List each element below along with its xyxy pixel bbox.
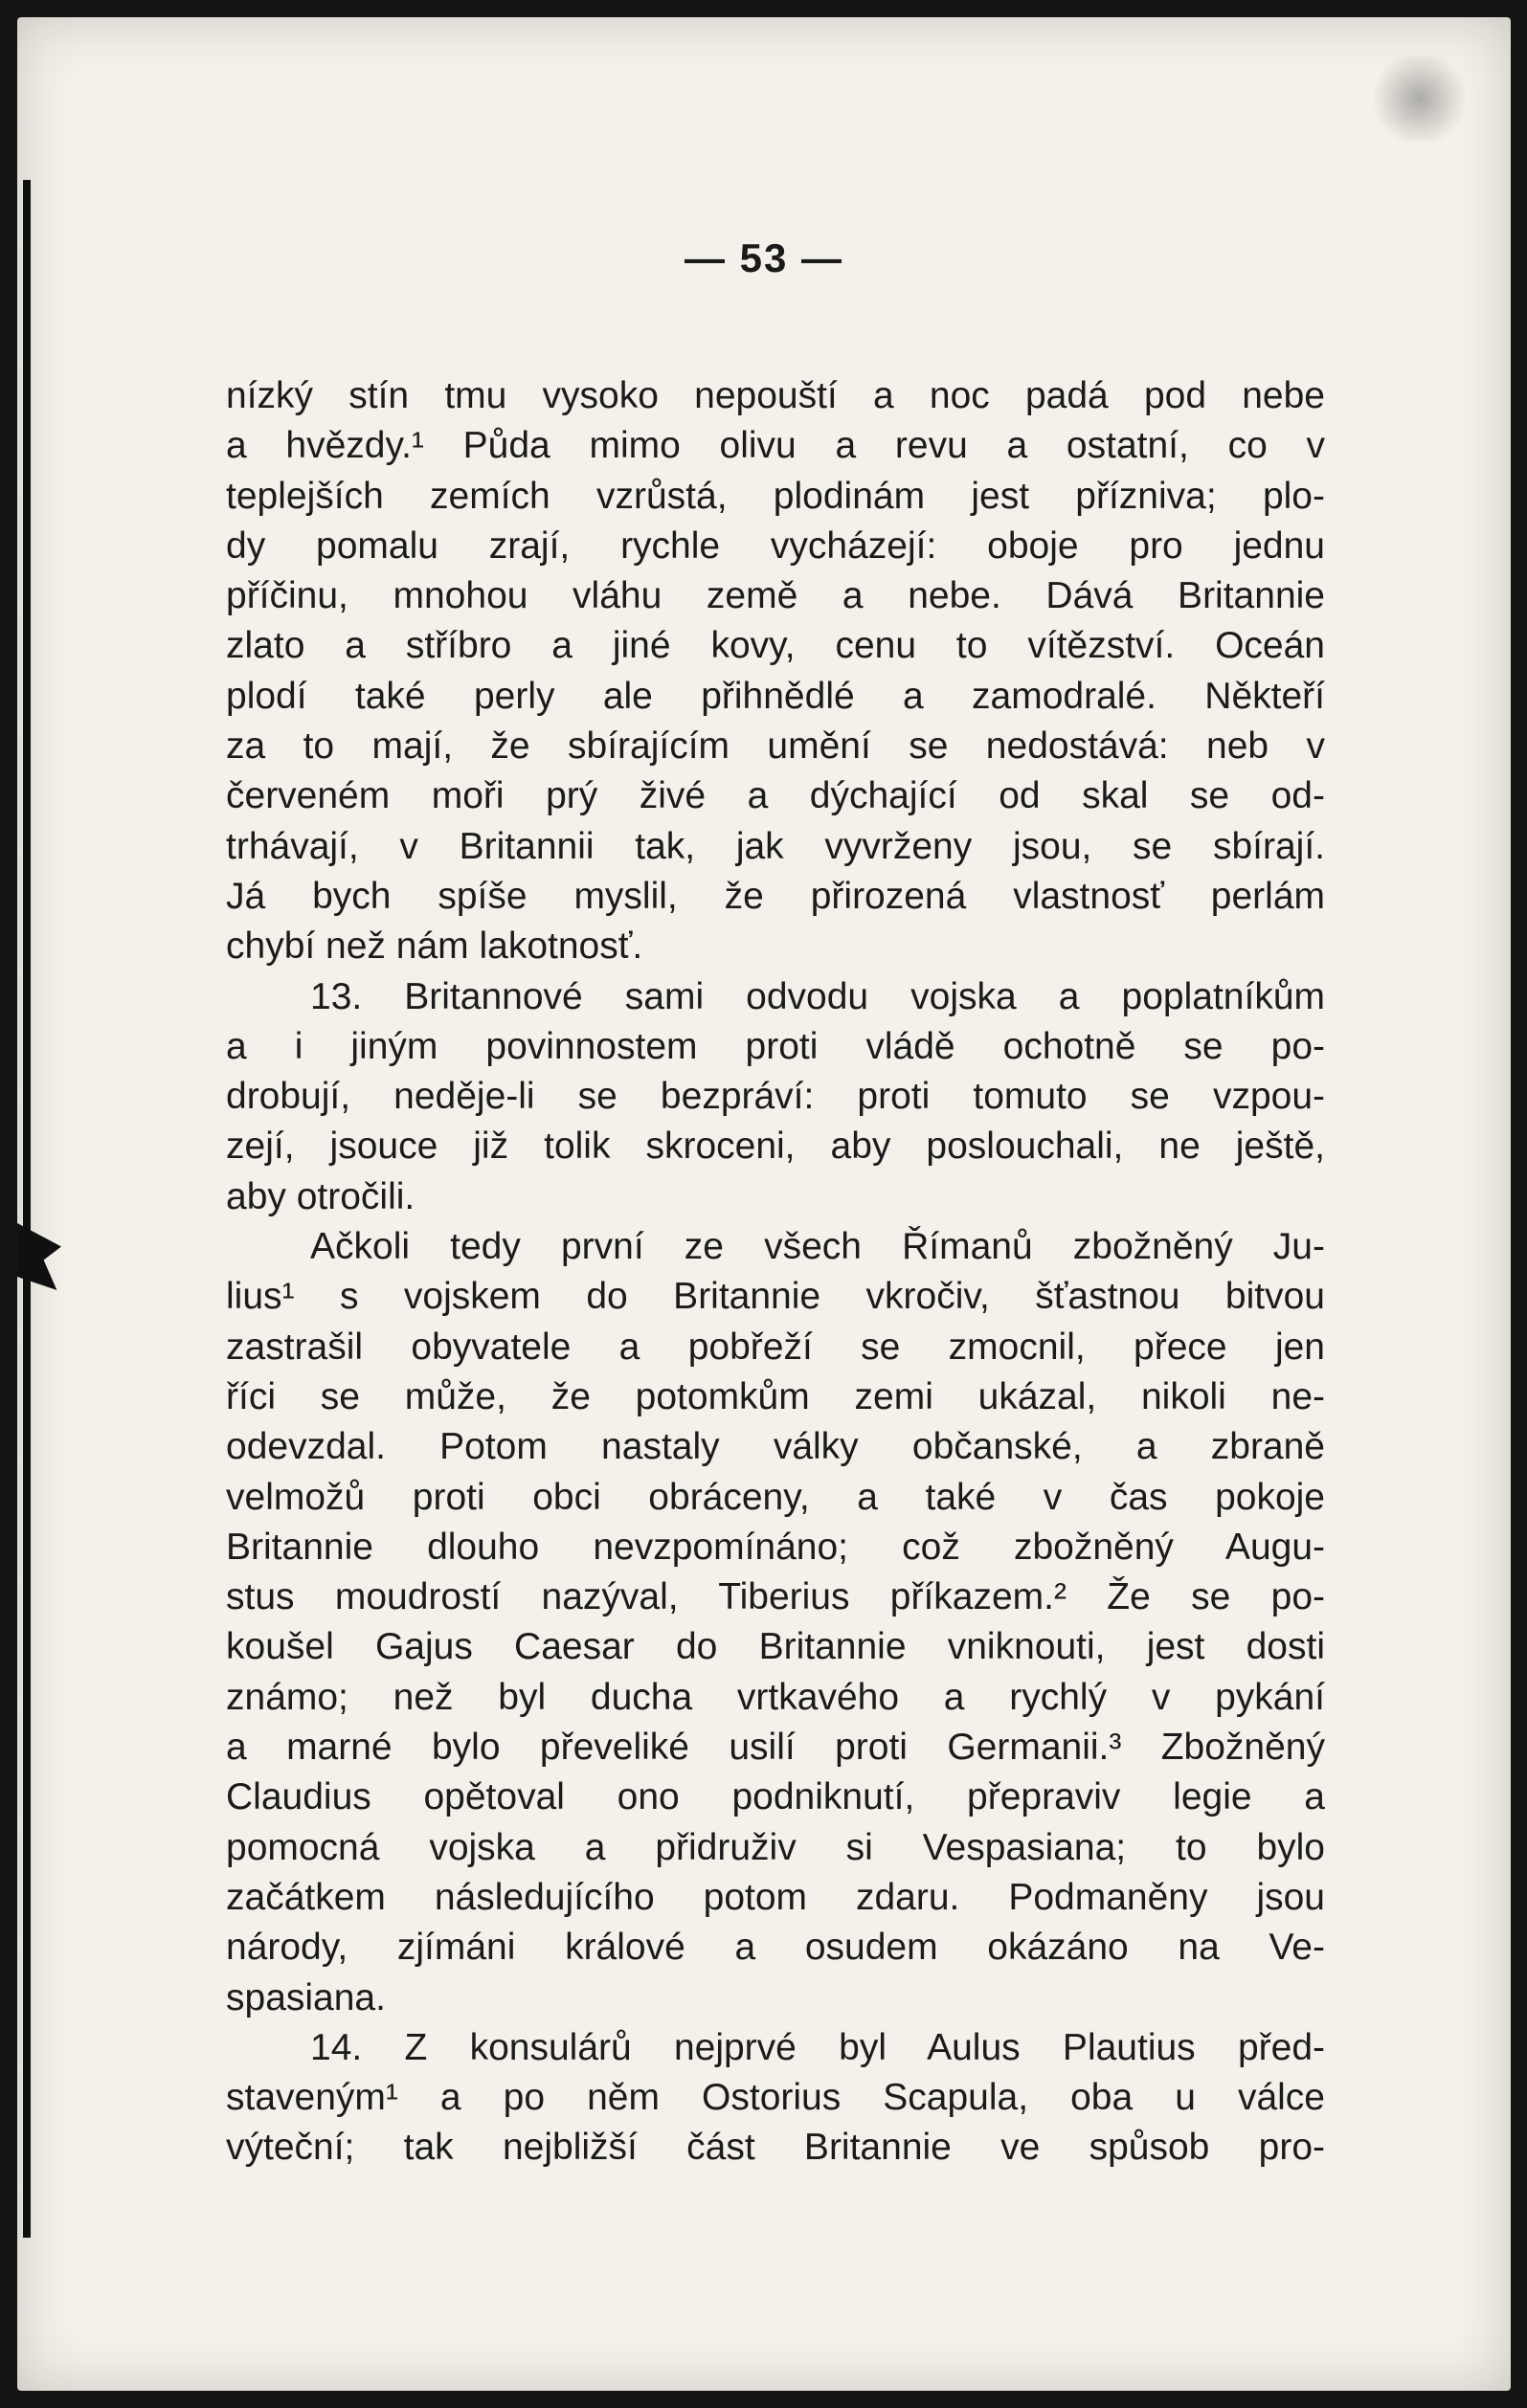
- text-line: plodí také perly ale přihnědlé a zamodralé. Někteří: [226, 675, 1325, 717]
- binding-edge-shadow: [23, 180, 31, 2238]
- text-line: 13. Britannové sami odvodu vojska a poplatníkům: [310, 975, 1325, 1017]
- text-line: dy pomalu zrají, rychle vycházejí: oboje pro jednu: [226, 524, 1325, 567]
- text-line: koušel Gajus Caesar do Britannie vniknouti, jest dosti: [226, 1626, 1325, 1668]
- text-line: Britannie dlouho nevzpomínáno; což zbožněný Augu-: [226, 1526, 1325, 1568]
- text-line: Já bych spíše myslil, že přirozená vlastnosť perlám: [226, 875, 1325, 917]
- text-line: začátkem následujícího potom zdaru. Podmaněny jsou: [226, 1876, 1325, 1918]
- page-number: — 53 —: [684, 235, 844, 280]
- text-line: drobují, neděje-li se bezpráví: proti tomuto se vzpou-: [226, 1076, 1325, 1118]
- text-line: říci se může, že potomkům zemi ukázal, nikoli ne-: [226, 1375, 1325, 1417]
- text-line: pomocná vojska a přidruživ si Vespasiana; to bylo: [226, 1826, 1325, 1868]
- text-line: a marné bylo převeliké usilí proti Germanii.³ Zbožněný: [226, 1727, 1325, 1769]
- text-line: za to mají, že sbírajícím umění se nedostává: neb v: [226, 725, 1325, 768]
- text-line: spasiana.: [226, 1976, 386, 2018]
- text-line: trhávají, v Britannii tak, jak vyvrženy jsou, se sbírají.: [226, 825, 1325, 867]
- text-line: výteční; tak nejbližší část Britannie ve spůsob pro-: [226, 2127, 1325, 2169]
- text-line: zejí, jsouce již tolik skroceni, aby poslouchali, ne ještě,: [226, 1126, 1325, 1168]
- text-line: zastrašil obyvatele a pobřeží se zmocnil, přece jen: [226, 1326, 1325, 1368]
- text-line: 14. Z konsulárů nejprvé byl Aulus Plautius před-: [310, 2026, 1325, 2068]
- text-line: a i jiným povinnostem proti vládě ochotně se po-: [226, 1025, 1325, 1067]
- text-line: teplejších zemích vzrůstá, plodinám jest přízniva; plo-: [226, 475, 1325, 517]
- text-line: nízký stín tmu vysoko nepouští a noc padá pod nebe: [226, 375, 1325, 416]
- body-text: [226, 371, 1325, 2174]
- text-line: příčinu, mnohou vláhu země a nebe. Dává Britannie: [226, 575, 1325, 617]
- text-line: a hvězdy.¹ Půda mimo olivu a revu a ostatní, co v: [226, 425, 1325, 467]
- text-line: velmožů proti obci obráceny, a také v čas pokoje: [226, 1476, 1325, 1518]
- scanned-page: [17, 17, 1511, 2391]
- scan-smudge: [1367, 56, 1472, 142]
- text-line: staveným¹ a po něm Ostorius Scapula, oba u válce: [226, 2077, 1325, 2119]
- text-line: chybí než nám lakotnosť.: [226, 925, 643, 968]
- text-line: aby otročili.: [226, 1175, 415, 1217]
- text-line: odevzdal. Potom nastaly války občanské, a zbraně: [226, 1426, 1325, 1468]
- text-line: stus moudrostí nazýval, Tiberius příkazem.² Že se po-: [226, 1576, 1325, 1618]
- text-line: Ačkoli tedy první ze všech Římanů zbožněný Ju-: [310, 1226, 1325, 1268]
- text-line: národy, zjímáni králové a osudem okázáno na Ve-: [226, 1927, 1325, 1969]
- text-line: známo; než byl ducha vrtkavého a rychlý v pykání: [226, 1676, 1325, 1718]
- text-line: zlato a stříbro a jiné kovy, cenu to vítězství. Oceán: [226, 625, 1325, 667]
- text-line: Claudius opětoval ono podniknutí, přepraviv legie a: [226, 1776, 1325, 1818]
- text-line: červeném moři prý živé a dýchající od skal se od-: [226, 775, 1325, 817]
- text-line: lius¹ s vojskem do Britannie vkročiv, šťastnou bitvou: [226, 1276, 1325, 1318]
